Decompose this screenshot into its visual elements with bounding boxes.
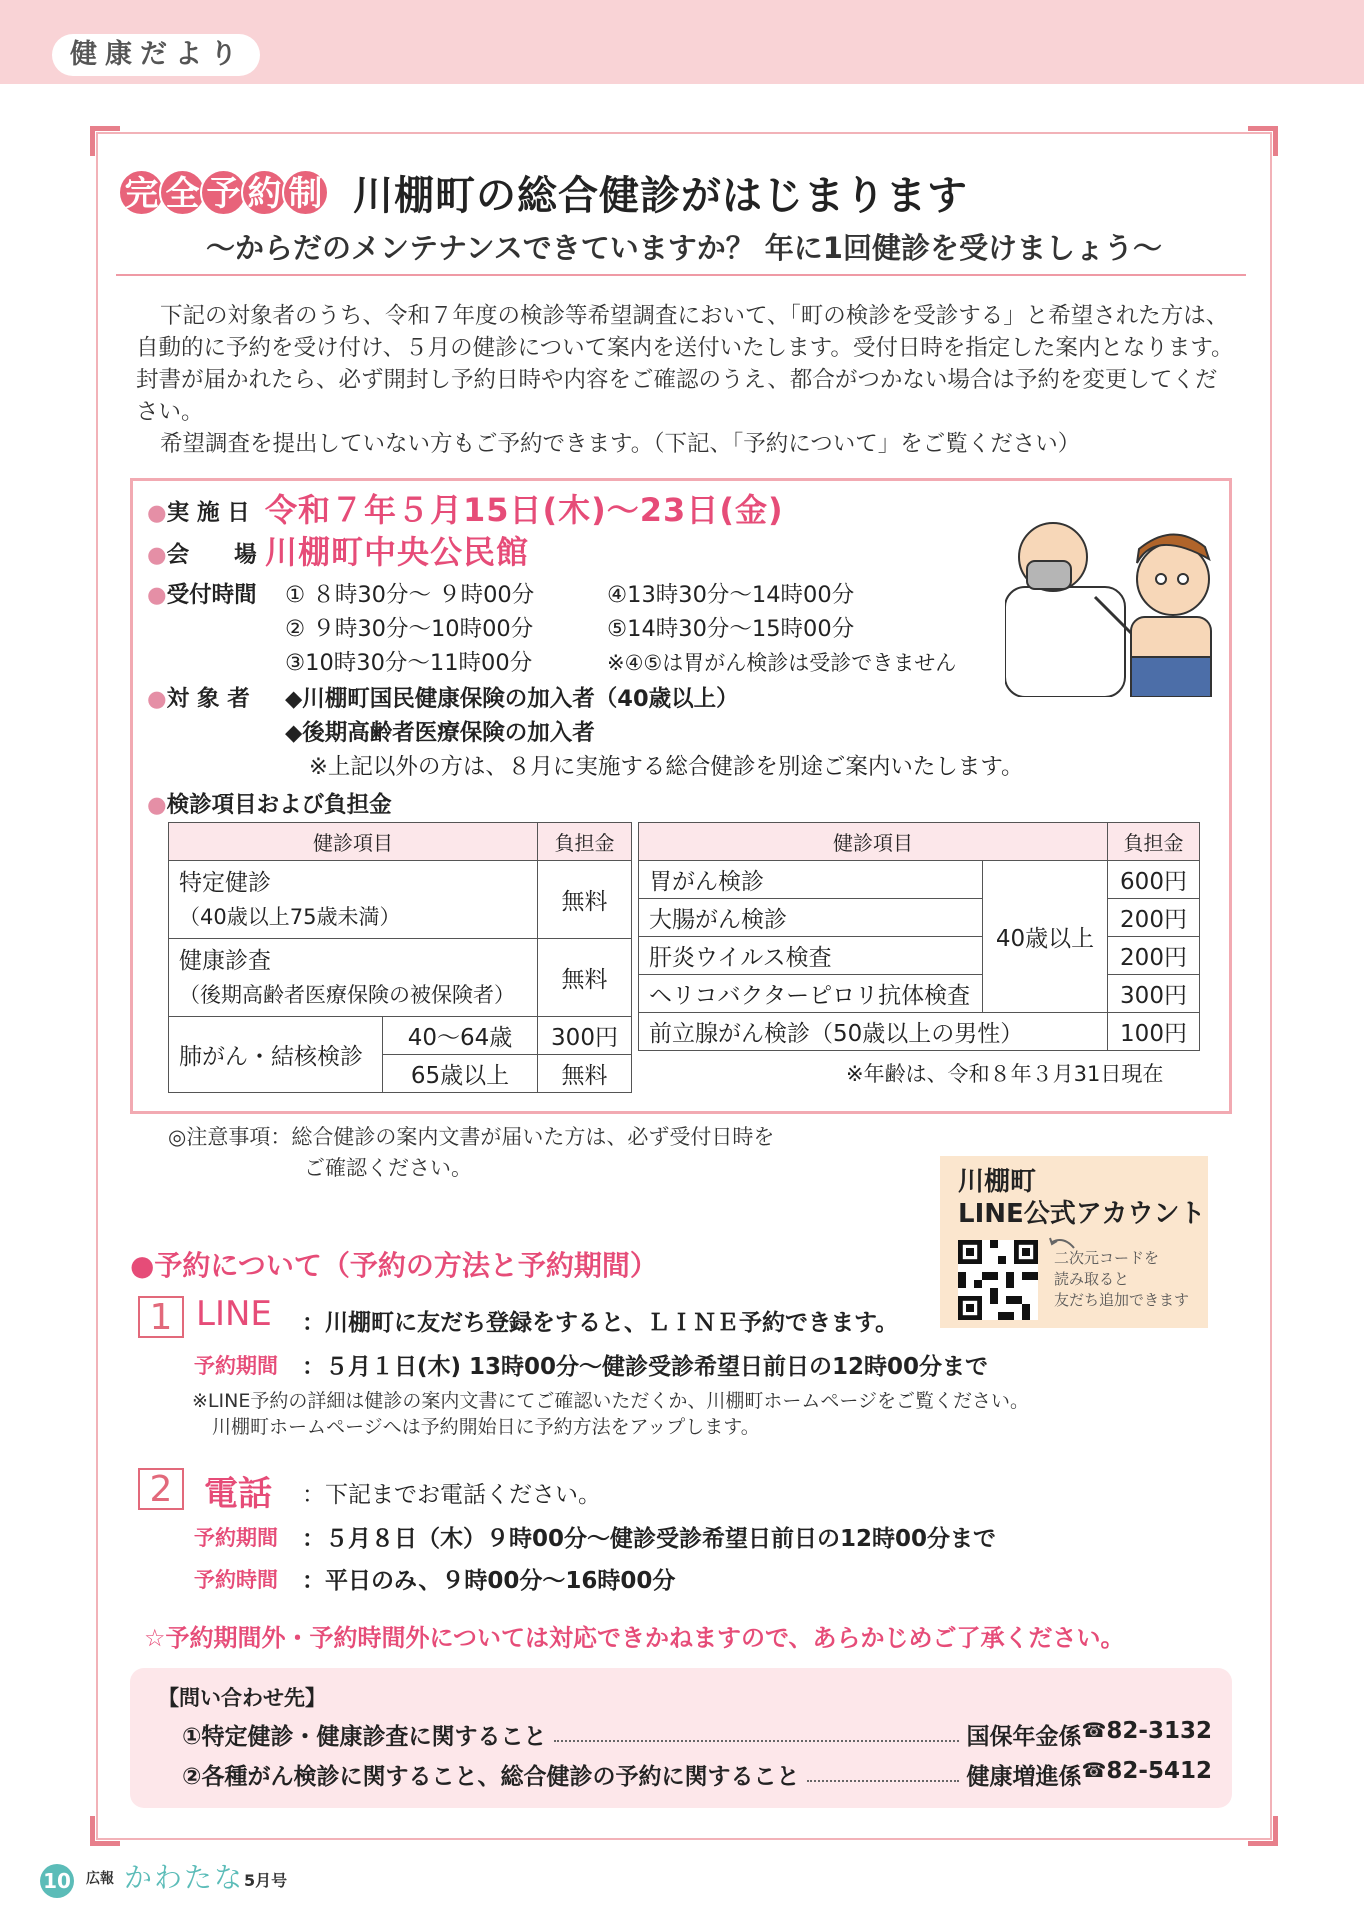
caution-line: ◎注意事項：総合健診の案内文書が届いた方は、必ず受付日時を — [168, 1125, 775, 1149]
cost-table-right — [638, 822, 1200, 1051]
venue-label: ●会 場 — [147, 542, 257, 568]
item-fee: 200円 — [1108, 899, 1200, 937]
item-age: 65歳以上 — [383, 1055, 538, 1093]
times-note: ※④⑤は胃がん検診は受診できません — [607, 651, 957, 675]
time-slot: ① ８時30分〜 ９時00分 — [285, 582, 535, 608]
age-note: ※年齢は、令和８年３月31日現在 — [846, 1062, 1164, 1086]
footer-brand: かわたな — [124, 1861, 245, 1894]
badge-char: 制 — [282, 169, 329, 216]
badge-char: 約 — [241, 169, 288, 216]
item-name: ヘリコバクターピロリ抗体検査 — [639, 975, 983, 1013]
date-label: ●実 施 日 — [147, 500, 250, 526]
phone-icon: ☎ — [1081, 1718, 1107, 1742]
divider — [116, 274, 1246, 276]
item-fee: 300円 — [538, 1017, 632, 1055]
contact-row — [182, 1718, 1212, 1751]
item-fee: 300円 — [1108, 975, 1200, 1013]
leader-dots — [554, 1718, 958, 1742]
item-fee: 200円 — [1108, 937, 1200, 975]
table-row — [639, 937, 1200, 975]
period-value: ：５月１日(木) 13時00分〜健診受診希望日前日の12時00分まで — [302, 1354, 989, 1380]
frame-corner — [90, 1816, 120, 1846]
item-name: 胃がん検診 — [639, 861, 983, 899]
section-label: 健康だより — [52, 34, 260, 76]
age-group: 40歳以上 — [983, 861, 1108, 1013]
item-name: 特定健診 — [179, 869, 271, 896]
item-name: 肝炎ウイルス検査 — [639, 937, 983, 975]
frame-corner — [1248, 126, 1278, 156]
item-name: 大腸がん検診 — [639, 899, 983, 937]
footer-label: 広報 — [86, 1871, 114, 1887]
item-sub: （後期高齢者医療保険の被保険者） — [179, 982, 515, 1007]
item-age: 40〜64歳 — [383, 1017, 538, 1055]
table-row — [169, 861, 632, 939]
warning-text: ☆予約期間外・予約時間外については対応できかねますので、あらかじめご了承ください。 — [144, 1624, 1125, 1652]
phone-icon: ☎ — [1081, 1758, 1107, 1782]
method-number: 2 — [138, 1468, 184, 1510]
contact-dept: 国保年金係 — [966, 1724, 1082, 1750]
badge-char: 全 — [159, 169, 206, 216]
doctor-patient-illustration — [1005, 507, 1221, 697]
badge-char: 完 — [118, 169, 165, 216]
intro-paragraph: 下記の対象者のうち、令和７年度の検診等希望調査において、「町の検診を受診する」と希望された方は、自動的に予約を受け付け、５月の健診について案内を送付いたします。受付日時を指定した案内となります。封書が届かれたら、必ず開封し予約日時や内容をご確認のうえ、都合がつかない場合は予約を変更してください。 — [136, 303, 1234, 425]
time-slot: ④13時30分〜14時00分 — [607, 582, 855, 608]
contact-dept: 健康増進係 — [966, 1764, 1082, 1790]
table-header: 負担金 — [538, 823, 632, 861]
badge-char: 予 — [200, 169, 247, 216]
method-desc: ：川棚町に友だち登録をすると、ＬＩＮＥ予約できます。 — [302, 1310, 899, 1336]
page-subtitle: 〜からだのメンテナンスできていますか？ 年に1回健診を受けましょう〜 — [206, 231, 1162, 265]
reservation-title: ●予約について（予約の方法と予約期間） — [130, 1249, 658, 1282]
qr-title: 川棚町 LINE公式アカウント — [958, 1167, 1206, 1229]
method-desc: ：下記までお電話ください。 — [302, 1482, 601, 1508]
intro-text — [136, 300, 1236, 460]
contact-row — [182, 1758, 1212, 1791]
table-row — [639, 899, 1200, 937]
contact-box — [130, 1668, 1232, 1808]
qr-note: 二次元コードを 読み取ると 友だち追加できます — [1054, 1249, 1190, 1309]
caution-line: ご確認ください。 — [304, 1156, 472, 1180]
page-title: 川棚町の総合健診がはじまります — [353, 172, 968, 219]
item-sub: （40歳以上75歳未満） — [179, 904, 401, 929]
items-label: ●検診項目および負担金 — [147, 792, 392, 818]
time-slot: ⑤14時30分〜15時00分 — [607, 616, 855, 642]
item-fee: 無料 — [538, 939, 632, 1017]
venue-value: 川棚町中央公民館 — [265, 533, 530, 571]
period-label: 予約期間 — [194, 1354, 278, 1378]
page-number: 10 — [40, 1864, 74, 1898]
title-row — [118, 162, 968, 222]
contact-head: 【問い合わせ先】 — [158, 1686, 326, 1710]
target-item: ◆後期高齢者医療保険の加入者 — [285, 720, 595, 746]
table-row — [639, 975, 1200, 1013]
method-number: 1 — [138, 1296, 184, 1338]
target-label: ●対 象 者 — [147, 686, 250, 712]
caution-note — [168, 1122, 774, 1184]
item-fee: 無料 — [538, 1055, 632, 1093]
intro-paragraph: 希望調査を提出していない方もご予約できます。（下記、「予約について」をご覧ください） — [160, 431, 1081, 457]
target-item: ◆川棚町国民健康保険の加入者（40歳以上） — [285, 686, 739, 712]
item-fee: 100円 — [1108, 1013, 1200, 1051]
period-value: ：５月８日（木）９時00分〜健診受診希望日前日の12時00分まで — [302, 1526, 997, 1552]
method-name: 電話 — [204, 1474, 272, 1514]
cost-table-left — [168, 822, 632, 1093]
contact-label: ②各種がん検診に関すること、総合健診の予約に関すること — [182, 1764, 800, 1790]
line-qr-box — [940, 1156, 1208, 1328]
target-note: ※上記以外の方は、８月に実施する総合健診を別途ご案内いたします。 — [309, 754, 1024, 780]
frame-corner — [1248, 1816, 1278, 1846]
period-label: 予約期間 — [194, 1526, 278, 1550]
time-value: ：平日のみ、９時00分〜16時00分 — [302, 1568, 676, 1594]
item-name: 肺がん・結核検診 — [169, 1017, 383, 1093]
contact-tel[interactable]: 82-3132 — [1106, 1718, 1212, 1744]
table-header: 健診項目 — [639, 823, 1108, 861]
date-value: 令和７年５月15日(木)〜23日(金) — [265, 491, 784, 529]
table-header: 健診項目 — [169, 823, 538, 861]
item-fee: 600円 — [1108, 861, 1200, 899]
item-name: 健康診査 — [179, 947, 271, 974]
time-label: 予約時間 — [194, 1568, 278, 1592]
leader-dots — [807, 1758, 958, 1782]
table-row — [169, 1017, 632, 1055]
item-fee: 無料 — [538, 861, 632, 939]
time-slot: ③10時30分〜11時00分 — [285, 650, 533, 676]
table-header: 負担金 — [1108, 823, 1200, 861]
item-name: 前立腺がん検診（50歳以上の男性） — [639, 1013, 1108, 1051]
time-slot: ② ９時30分〜10時00分 — [285, 616, 534, 642]
contact-label: ①特定健診・健康診査に関すること — [182, 1724, 547, 1750]
table-row — [639, 1013, 1200, 1051]
line-note: ※LINE予約の詳細は健診の案内文書にてご確認いただくか、川棚町ホームページをご覧ください。 川棚町ホームページへは予約開始日に予約方法をアップします。 — [192, 1390, 1029, 1438]
footer-month: 5月号 — [244, 1871, 288, 1890]
times-label: ●受付時間 — [147, 582, 257, 608]
table-row — [169, 939, 632, 1017]
contact-tel[interactable]: 82-5412 — [1106, 1758, 1212, 1784]
frame-corner — [90, 126, 120, 156]
qr-code-icon[interactable] — [958, 1240, 1038, 1320]
method-name: LINE — [196, 1294, 272, 1334]
table-row — [639, 861, 1200, 899]
